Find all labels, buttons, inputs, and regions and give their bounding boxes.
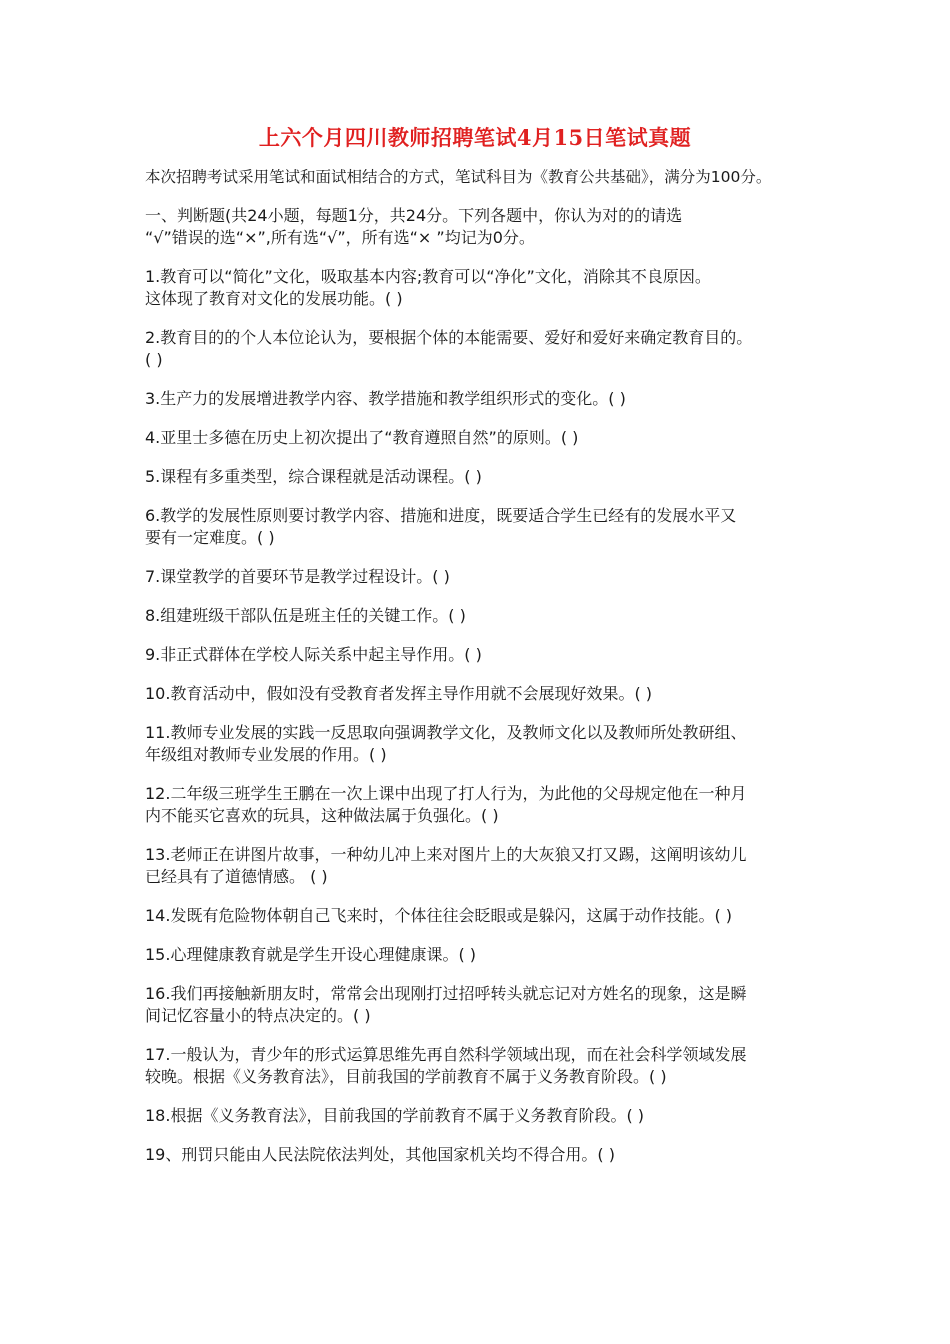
question-item: [145, 722, 810, 766]
question-line: 10.教育活动中，假如没有受教育者发挥主导作用就不会展现好效果。( ): [145, 684, 653, 703]
question-line: 年级组对教师专业发展的作用。( ): [145, 745, 387, 764]
question-line: 要有一定难度。( ): [145, 528, 275, 547]
question-line: 6.教学的发展性原则要讨教学内容、措施和进度，既要适合学生已经有的发展水平又: [145, 506, 737, 525]
question-item: [145, 783, 810, 827]
question-item: [145, 844, 810, 888]
question-item: [145, 266, 810, 310]
question-item: [145, 1144, 810, 1166]
question-line: 2.教育目的的个人本位论认为，要根据个体的本能需要、爱好和爱好来确定教育目的。: [145, 328, 753, 347]
question-line: 18.根据《义务教育法》，目前我国的学前教育不属于义务教育阶段。( ): [145, 1106, 645, 1125]
question-item: [145, 605, 810, 627]
question-line: 间记忆容量小的特点决定的。( ): [145, 1006, 371, 1025]
question-line: 9.非正式群体在学校人际关系中起主导作用。( ): [145, 645, 482, 664]
question-line: 17.一般认为，青少年的形式运算思维先再自然科学领域出现，而在社会科学领域发展: [145, 1045, 747, 1064]
question-item: [145, 327, 810, 371]
question-line: 15.心理健康教育就是学生开设心理健康课。( ): [145, 945, 477, 964]
question-line: 这体现了教育对文化的发展功能。( ): [145, 289, 403, 308]
question-item: [145, 905, 810, 927]
question-line: 4.亚里士多德在历史上初次提出了“教育遵照自然”的原则。( ): [145, 428, 579, 447]
question-line: 12.二年级三班学生王鹏在一次上课中出现了打人行为，为此他的父母规定他在一种月: [145, 784, 747, 803]
question-line: 内不能买它喜欢的玩具，这种做法属于负强化。( ): [145, 806, 499, 825]
question-item: [145, 683, 810, 705]
question-line: 3.生产力的发展增进教学内容、教学措施和教学组织形式的变化。( ): [145, 389, 626, 408]
question-item: [145, 983, 810, 1027]
question-line: 8.组建班级干部队伍是班主任的关键工作。( ): [145, 606, 466, 625]
question-item: [145, 466, 810, 488]
intro-paragraph: 本次招聘考试采用笔试和面试相结合的方式，笔试科目为《教育公共基础》，满分为100分。: [145, 168, 772, 186]
question-item: [145, 427, 810, 449]
document-body: [145, 166, 810, 1183]
question-item: [145, 566, 810, 588]
question-line: ( ): [145, 350, 163, 369]
question-line: 较晚。根据《义务教育法》，目前我国的学前教育不属于义务教育阶段。( ): [145, 1067, 667, 1086]
question-item: [145, 1044, 810, 1088]
question-line: 11.教师专业发展的实践一反思取向强调教学文化，及教师文化以及教师所处教研组、: [145, 723, 747, 742]
question-line: 1.教育可以“简化”文化，吸取基本内容;教育可以“净化”文化，消除其不良原因。: [145, 267, 711, 286]
question-line: 16.我们再接触新朋友时，常常会出现刚打过招呼转头就忘记对方姓名的现象，这是瞬: [145, 984, 747, 1003]
question-item: [145, 1105, 810, 1127]
section-heading-line: “√”错误的选“×”,所有选“√”，所有选“× ”均记为0分。: [145, 228, 535, 247]
question-item: [145, 944, 810, 966]
question-line: 7.课堂教学的首要环节是教学过程设计。( ): [145, 567, 450, 586]
question-line: 5.课程有多重类型，综合课程就是活动课程。( ): [145, 467, 482, 486]
section-heading: [145, 205, 810, 249]
question-item: [145, 644, 810, 666]
document-title: 上六个月四川教师招聘笔试4月15日笔试真题: [258, 125, 692, 150]
question-line: 14.发既有危险物体朝自己飞来时，个体往往会眨眼或是躲闪，这属于动作技能。( ): [145, 906, 733, 925]
question-item: [145, 388, 810, 410]
question-item: [145, 505, 810, 549]
question-line: 19、刑罚只能由人民法院依法判处，其他国家机关均不得合用。( ): [145, 1145, 615, 1164]
question-line: 13.老师正在讲图片故事，一种幼儿冲上来对图片上的大灰狼又打又踢，这阐明该幼儿: [145, 845, 747, 864]
section-heading-line: 一、判断题(共24小题，每题1分，共24分。下列各题中，你认为对的的请选: [145, 206, 683, 225]
question-line: 已经具有了道德情感。 ( ): [145, 867, 328, 886]
